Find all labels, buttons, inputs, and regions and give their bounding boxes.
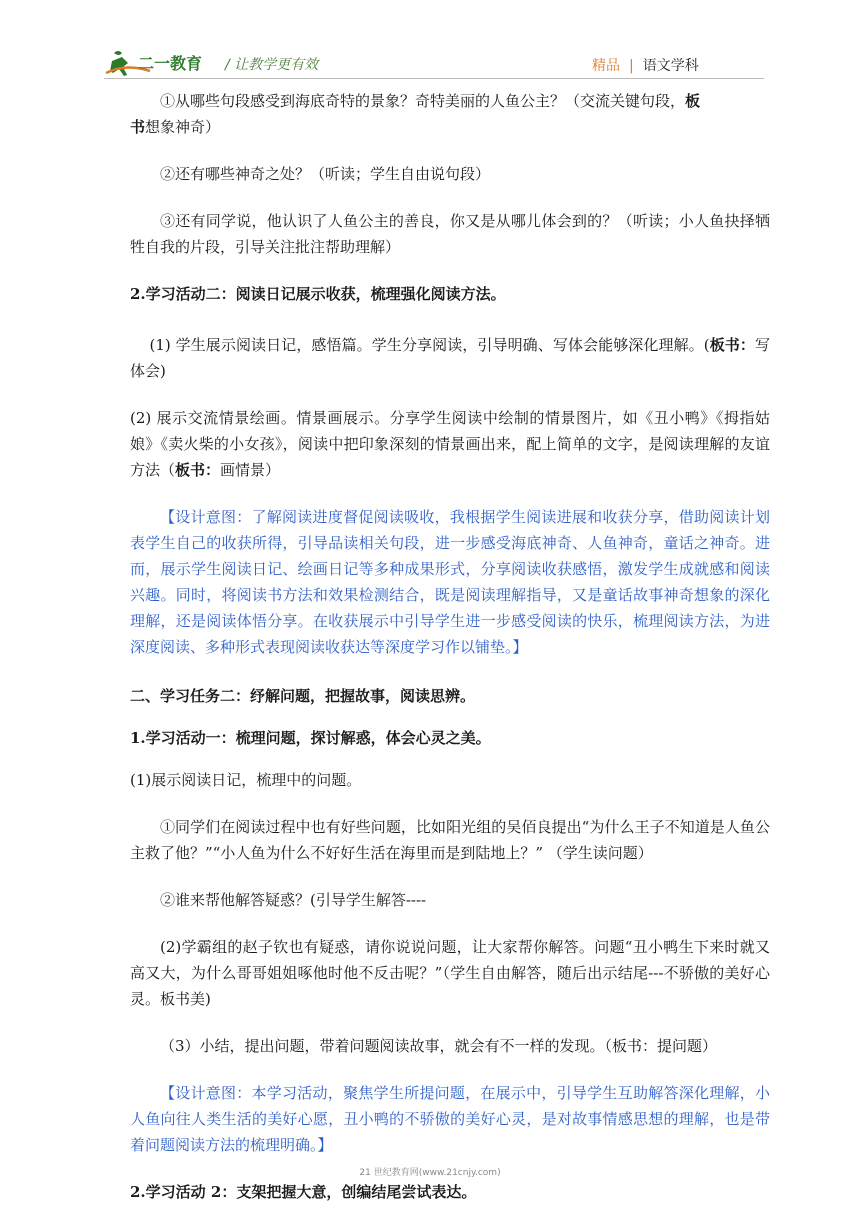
paragraph-8: ②谁来帮他解答疑惑？(引导学生解答---- xyxy=(160,891,427,909)
quality-badge: 精品 xyxy=(592,58,620,74)
document-body xyxy=(130,86,770,1205)
header-separator: | xyxy=(629,58,634,74)
paragraph-3: ③还有同学说，他认识了人鱼公主的善良，你又是从哪儿体会到的？（听读；小人鱼抉择牺牲自我的片段，引导关注批注帮助理解） xyxy=(130,212,770,256)
header-rule xyxy=(104,78,764,79)
heading-task-2: 二、学习任务二：纾解问题，把握故事，阅读思辨。 xyxy=(130,687,476,705)
page-header xyxy=(0,0,860,80)
paragraph-1: ①从哪些句段感受到海底奇特的景象？奇特美丽的人鱼公主？（交流关键句段，板 书想象神奇） xyxy=(130,92,701,136)
paragraph-2: ②还有哪些神奇之处？（听读；学生自由说句段） xyxy=(160,165,491,183)
logo xyxy=(104,47,216,79)
paragraph-10: （3）小结，提出问题，带着问题阅读故事，就会有不一样的发现。（板书：提问题） xyxy=(160,1037,718,1055)
heading-activity-2b: 2.学习活动 2：支架把握大意，创编结尾尝试表达。 xyxy=(130,1183,477,1201)
paragraph-5: (2) 展示交流情景绘画。情景画展示。分享学生阅读中绘制的情景图片，如《丑小鸭》《拇指姑娘》《卖火柴的小女孩》，阅读中把印象深刻的情景画出来，配上简单的文字，是阅读理解的友谊方法（板书：画情景） xyxy=(130,409,770,479)
paragraph-7: ①同学们在阅读过程中也有好些问题，比如阳光组的吴佰良提出“为什么王子不知道是人鱼公主救了他？”“小人鱼为什么不好好生活在海里而是到陆地上？” （学生读问题） xyxy=(130,818,770,862)
slogan: / 让教学更有效 xyxy=(225,57,319,73)
paragraph-9: (2)学霸组的赵子钦也有疑惑，请你说说问题，让大家帮你解答。问题“丑小鸭生下来时就又高又大，为什么哥哥姐姐啄他时他不反击呢？”（学生自由解答，随后出示结尾---不骄傲的美好心灵。板书美) xyxy=(130,938,770,1008)
design-intent-2: 【设计意图：本学习活动，聚焦学生所提问题，在展示中，引导学生互助解答深化理解，小人鱼向往人类生活的美好心愿，丑小鸭的不骄傲的美好心灵，是对故事情感思想的理解，也是带着问题阅读方法的梳理明确。】 xyxy=(130,1084,770,1154)
design-intent-1: 【设计意图：了解阅读进度督促阅读吸收，我根据学生阅读进展和收获分享，借助阅读计划表学生自己的收获所得，引导品读相关句段，进一步感受海底神奇、人鱼神奇，童话之神奇。进而，展示学生阅读日记、绘画日记等多种成果形式，分享阅读收获感悟，激发学生成就感和阅读兴趣。同时，将阅读书方法和效果检测结合，既是阅读理解指导，又是童话故事神奇想象的深化理解，还是阅读体悟分享。在收获展示中引导学生进一步感受阅读的快乐，梳理阅读方法，为进深度阅读、多种形式表现阅读收获达等深度学习作以铺垫。】 xyxy=(130,508,770,656)
page-footer: 21 世纪教育网(www.21cnjy.com) xyxy=(359,1168,501,1178)
subject-label: 语文学科 xyxy=(642,58,699,74)
runner-icon xyxy=(110,51,128,76)
paragraph-6: (1)展示阅读日记，梳理中的问题。 xyxy=(130,771,362,789)
header-subject xyxy=(592,55,699,75)
heading-activity-2: 2.学习活动二：阅读日记展示收获，梳理强化阅读方法。 xyxy=(130,285,506,303)
paragraph-4: (1) 学生展示阅读日记，感悟篇。学生分享阅读，引导明确、写体会能够深化理解。(板书：写体会) xyxy=(130,336,770,380)
heading-activity-1: 1.学习活动一：梳理问题，探讨解惑，体会心灵之美。 xyxy=(130,729,491,747)
logo-text: 二一教育 xyxy=(138,54,203,73)
